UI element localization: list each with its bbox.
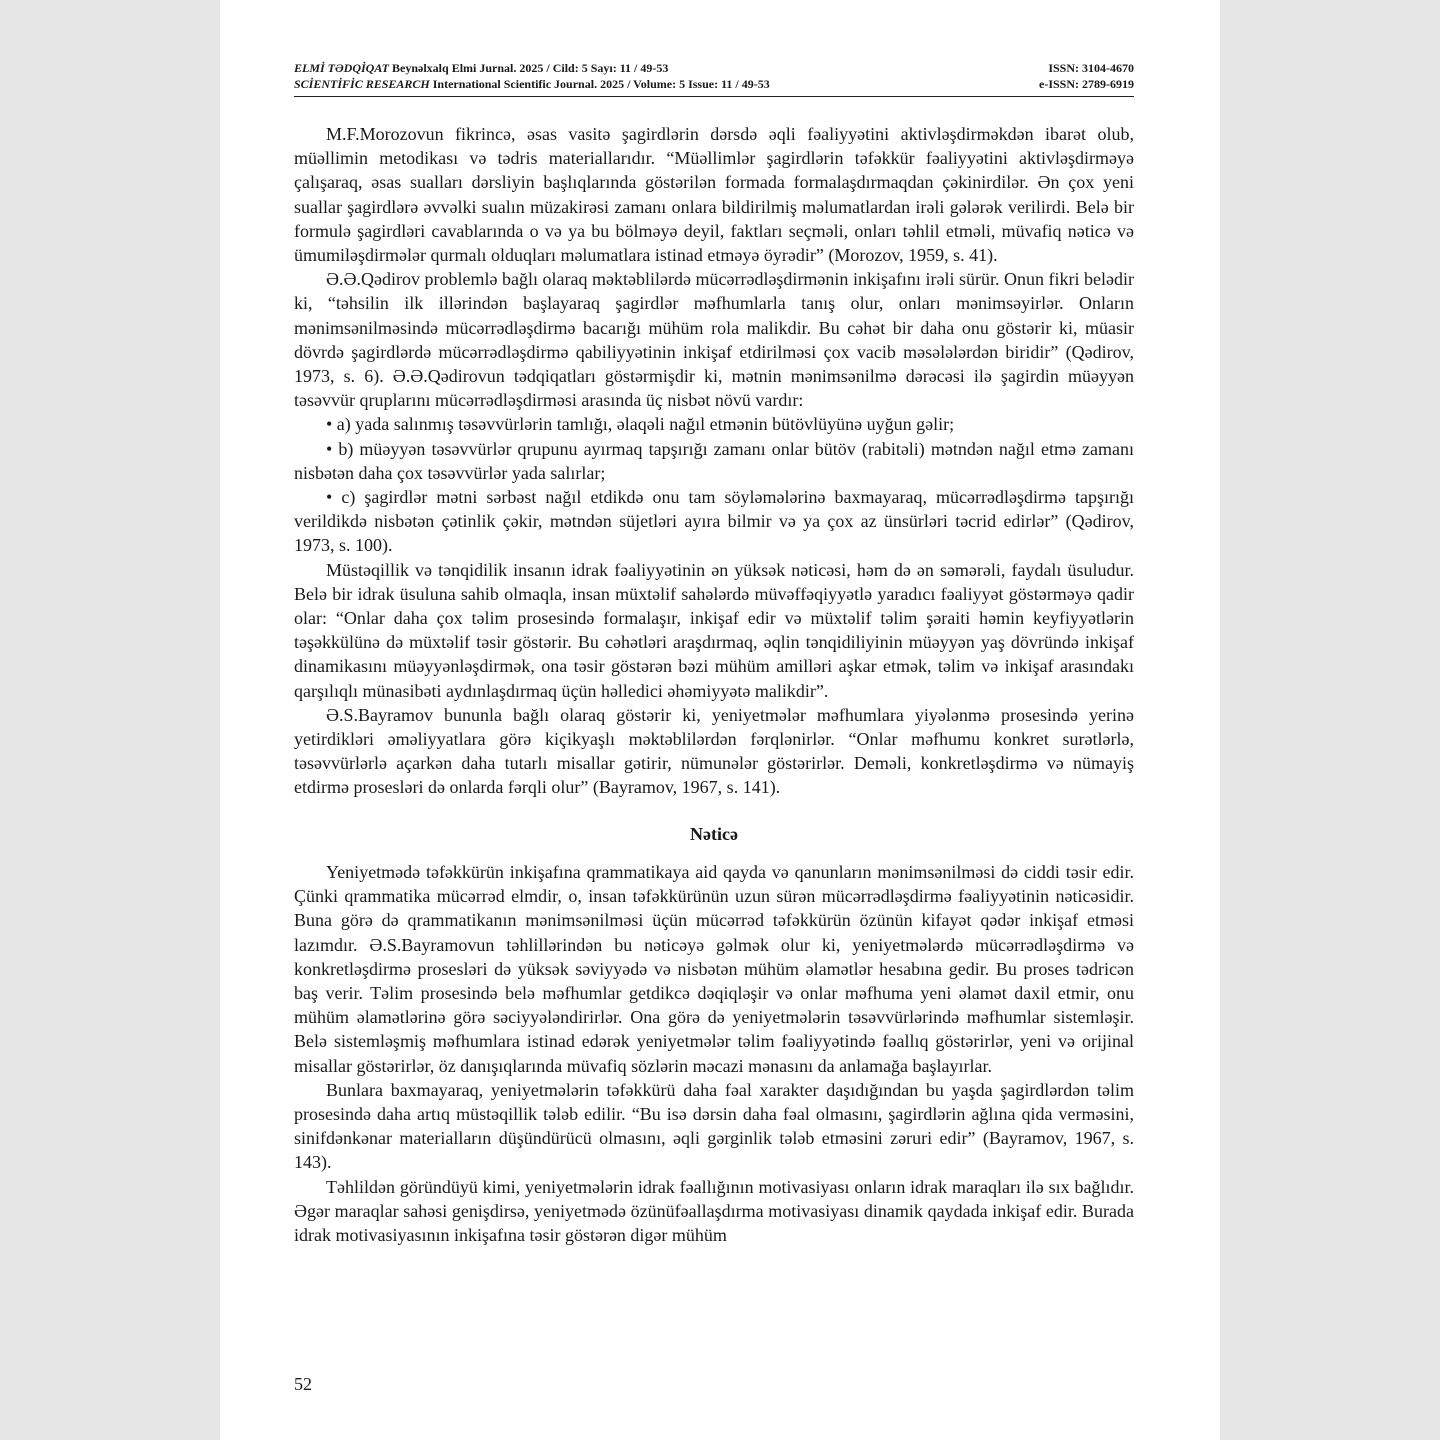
left-margin-background [0, 0, 220, 1440]
header-citation-en [294, 76, 770, 92]
header-row-az [294, 60, 1134, 76]
paragraph: Ə.Ə.Qədirov problemlə bağlı olaraq məktəblilərdə mücərrədləşdirmənin inkişafını irəli sürür. Onun fikri belədir ki, “təhsilin ilk illərindən başlayaraq şagirdlər məfhumlarla tanış olur, onları mənimsəyirlər. Onların mənimsənilməsində mücərrədləşdirmə bacarığı mühüm rola malikdir. Bu cəhət bir daha onu göstərir ki, müasir dövrdə şagirdlərdə mücərrədləşdirmə qabiliyyətinin inkişaf etdirilməsi çox vacib məsələlərdən biridir” (Qədirov, 1973, s. 6). Ə.Ə.Qədirovun tədqiqatları göstərmişdir ki, mətnin mənimsənilmə dərəcəsi ilə şagirdin müəyyən təsəvvür qruplarını mücərrədləşdirməsi arasında üç nisbət növü vardır: [294, 269, 1134, 411]
journal-name-az: ELMİ TƏDQİQAT [294, 61, 390, 75]
paragraph: M.F.Morozovun fikrincə, əsas vasitə şagirdlərin dərsdə əqli fəaliyyətini aktivləşdirməkdən ibarət olub, müəllimin metodikası və tədris materiallarıdır. “Müəllimlər şagirdlərin təfəkkür fəaliyyətini aktivləşdirməyə çalışaraq, əsas sualları dərsliyin başlıqlarında göstərilən formada formalaşdırmaqdan çəkinirdilər. Ən çox yeni suallar şagirdlərə əvvəlki sualın müzakirəsi zamanı onlara bildirilmiş məlumatlardan irəli gələrək verilirdi. Belə bir formulə şagirdləri cavablarında o və ya bu bölməyə deyil, faktları seçməli, onları təhlil etməli, müvafiq nəticə və ümumiləşdirmələr qurmalı olduqları məlumatlara istinad etməyə öyrədir” (Morozov, 1959, s. 41). [294, 124, 1134, 266]
right-margin-background [1220, 0, 1440, 1440]
list-item: • c) şagirdlər mətni sərbəst nağıl etdikdə onu tam söyləmələrinə baxmayaraq, mücərrədləşdirmə tapşırığı verildikdə nisbətən çətinlik çəkir, mətndən süjetləri ayıra bilmir və ya çox az ünsürləri təcrid edirlər” (Qədirov, 1973, s. 100). [294, 487, 1134, 556]
e-issn: e-ISSN: 2789-6919 [1039, 77, 1134, 91]
journal-details-az: Beynəlxalq Elmi Jurnal. 2025 / Cild: 5 Sayı: 11 / 49-53 [389, 61, 669, 75]
paragraph: Yeniyetmədə təfəkkürün inkişafına qrammatikaya aid qayda və qanunların mənimsənilməsi də ciddi təsir edir. Çünki qrammatika mücərrəd elmdir, o, insan təfəkkürünün uzun sürən mücərrədləşdirmə fəaliyyətinin nəticəsidir. Buna görə də qrammatikanın mənimsənilməsi üçün mücərrəd təfəkkürün özünün kifayət qədər inkişaf etməsi lazımdır. Ə.S.Bayramovun təhlillərindən bu nəticəyə gəlmək olur ki, yeniyetmələrdə mücərrədləşdirmə və konkretləşdirmə prosesləri də yüksək səviyyədə və nisbətən mühüm əlamətlər hesabına gedir. Bu proses tədricən baş verir. Təlim prosesində belə məfhumlar getdikcə dəqiqləşir və onlar məfhuma yeni əlamət daxil etmir, onu mühüm əlamətlərinə görə səciyyələndirirlər. Ona görə də yeniyetmələrin təsəvvürlərində məfhumlar sistemləşir. Belə sistemləşmiş məfhumlara istinad edərək yeniyetmələr təlim fəaliyyətində fəallıq göstərirlər, yeni və orijinal misallar göstərirlər, öz danışıqlarında müvafiq sözlərin məcazi mənasını da anlamağa başlayırlar. [294, 861, 1134, 1076]
journal-header [294, 60, 1134, 97]
paragraph: Ə.S.Bayramov bununla bağlı olaraq göstərir ki, yeniyetmələr məfhumlara yiyələnmə prosesində yerinə yetirdikləri əməliyyatlara görə kiçikyaşlı məktəblilərdən fərqlənirlər. “Onlar məfhumu konkret surətlərlə, təsəvvürlərlə açarkən daha tutarlı misallar gətirir, nümunələr göstərirlər. Deməli, konkretləşdirmə və nümayiş etdirmə prosesləri də onlarda fərqli olur” (Bayramov, 1967, s. 141). [294, 704, 1134, 798]
paragraph: Bunlara baxmayaraq, yeniyetmələrin təfəkkürü daha fəal xarakter daşıdığından bu yaşda şagirdlərdən təlim prosesində daha artıq müstəqillik tələb edilir. “Bu isə dərsin daha fəal olmasını, şagirdlərin ağlına qida verməsini, sinifdənkənar materialların düşündürücü olmasını, əqli gərginlik tələb etməsini zəruri edir” (Bayramov, 1967, s. 143). [294, 1079, 1134, 1173]
header-row-en [294, 76, 1134, 92]
list-item: • b) müəyyən təsəvvürlər qrupunu ayırmaq tapşırığı zamanı onlar bütöv (rabitəli) mətndən nağıl etmə zamanı nisbətən daha çox təsəvvürlər yada salırlar; [294, 438, 1134, 483]
paragraph: Müstəqillik və tənqidilik insanın idrak fəaliyyətinin ən yüksək nəticəsi, həm də ən səmərəli, faydalı üsuludur. Belə bir idrak üsuluna sahib olmaqla, insan müxtəlif sahələrdə müvəffəqiyyətlə yaradıcı fəaliyyət göstərməyə qadir olar: “Onlar daha çox təlim prosesində formalaşır, inkişaf edir və müxtəlif təlim şəraiti həmin keyfiyyətlərin təşəkkülünə də müxtəlif təsir göstərir. Bu cəhətləri araşdırmaq, əqlin tənqidiliyinin müəyyən yaş dövründə inkişaf dinamikasını müəyyənləşdirmək, ona təsir göstərən bəzi mühüm amilləri aşkar etmək, təlim və inkişaf arasındakı qarşılıqlı münasibəti aydınlaşdırmaq üçün həlledici əhəmiyyətə malikdir”. [294, 559, 1134, 701]
paragraph: Təhlildən göründüyü kimi, yeniyetmələrin idrak fəallığının motivasiyası onların idrak maraqları ilə sıx bağlıdır. Əgər maraqlar sahəsi genişdirsə, yeniyetmədə özünüfəallaşdırma motivasiyası dinamik qaydada inkişaf edir. Burada idrak motivasiyasının inkişafına təsir göstərən digər mühüm [294, 1176, 1134, 1245]
section-heading: Nəticə [690, 823, 738, 844]
list-item: • a) yada salınmış təsəvvürlərin tamlığı, əlaqəli nağıl etmənin bütövlüyünə uyğun gəlir; [326, 414, 955, 435]
header-citation-az [294, 60, 668, 76]
journal-name-en: SCİENTİFİC RESEARCH [294, 77, 430, 91]
page-number: 52 [294, 1374, 312, 1394]
document-page [220, 0, 1220, 1440]
issn: ISSN: 3104-4670 [1048, 61, 1134, 75]
article-body [294, 122, 1134, 1247]
journal-details-en: International Scientific Journal. 2025 / Volume: 5 Issue: 11 / 49-53 [429, 77, 770, 91]
